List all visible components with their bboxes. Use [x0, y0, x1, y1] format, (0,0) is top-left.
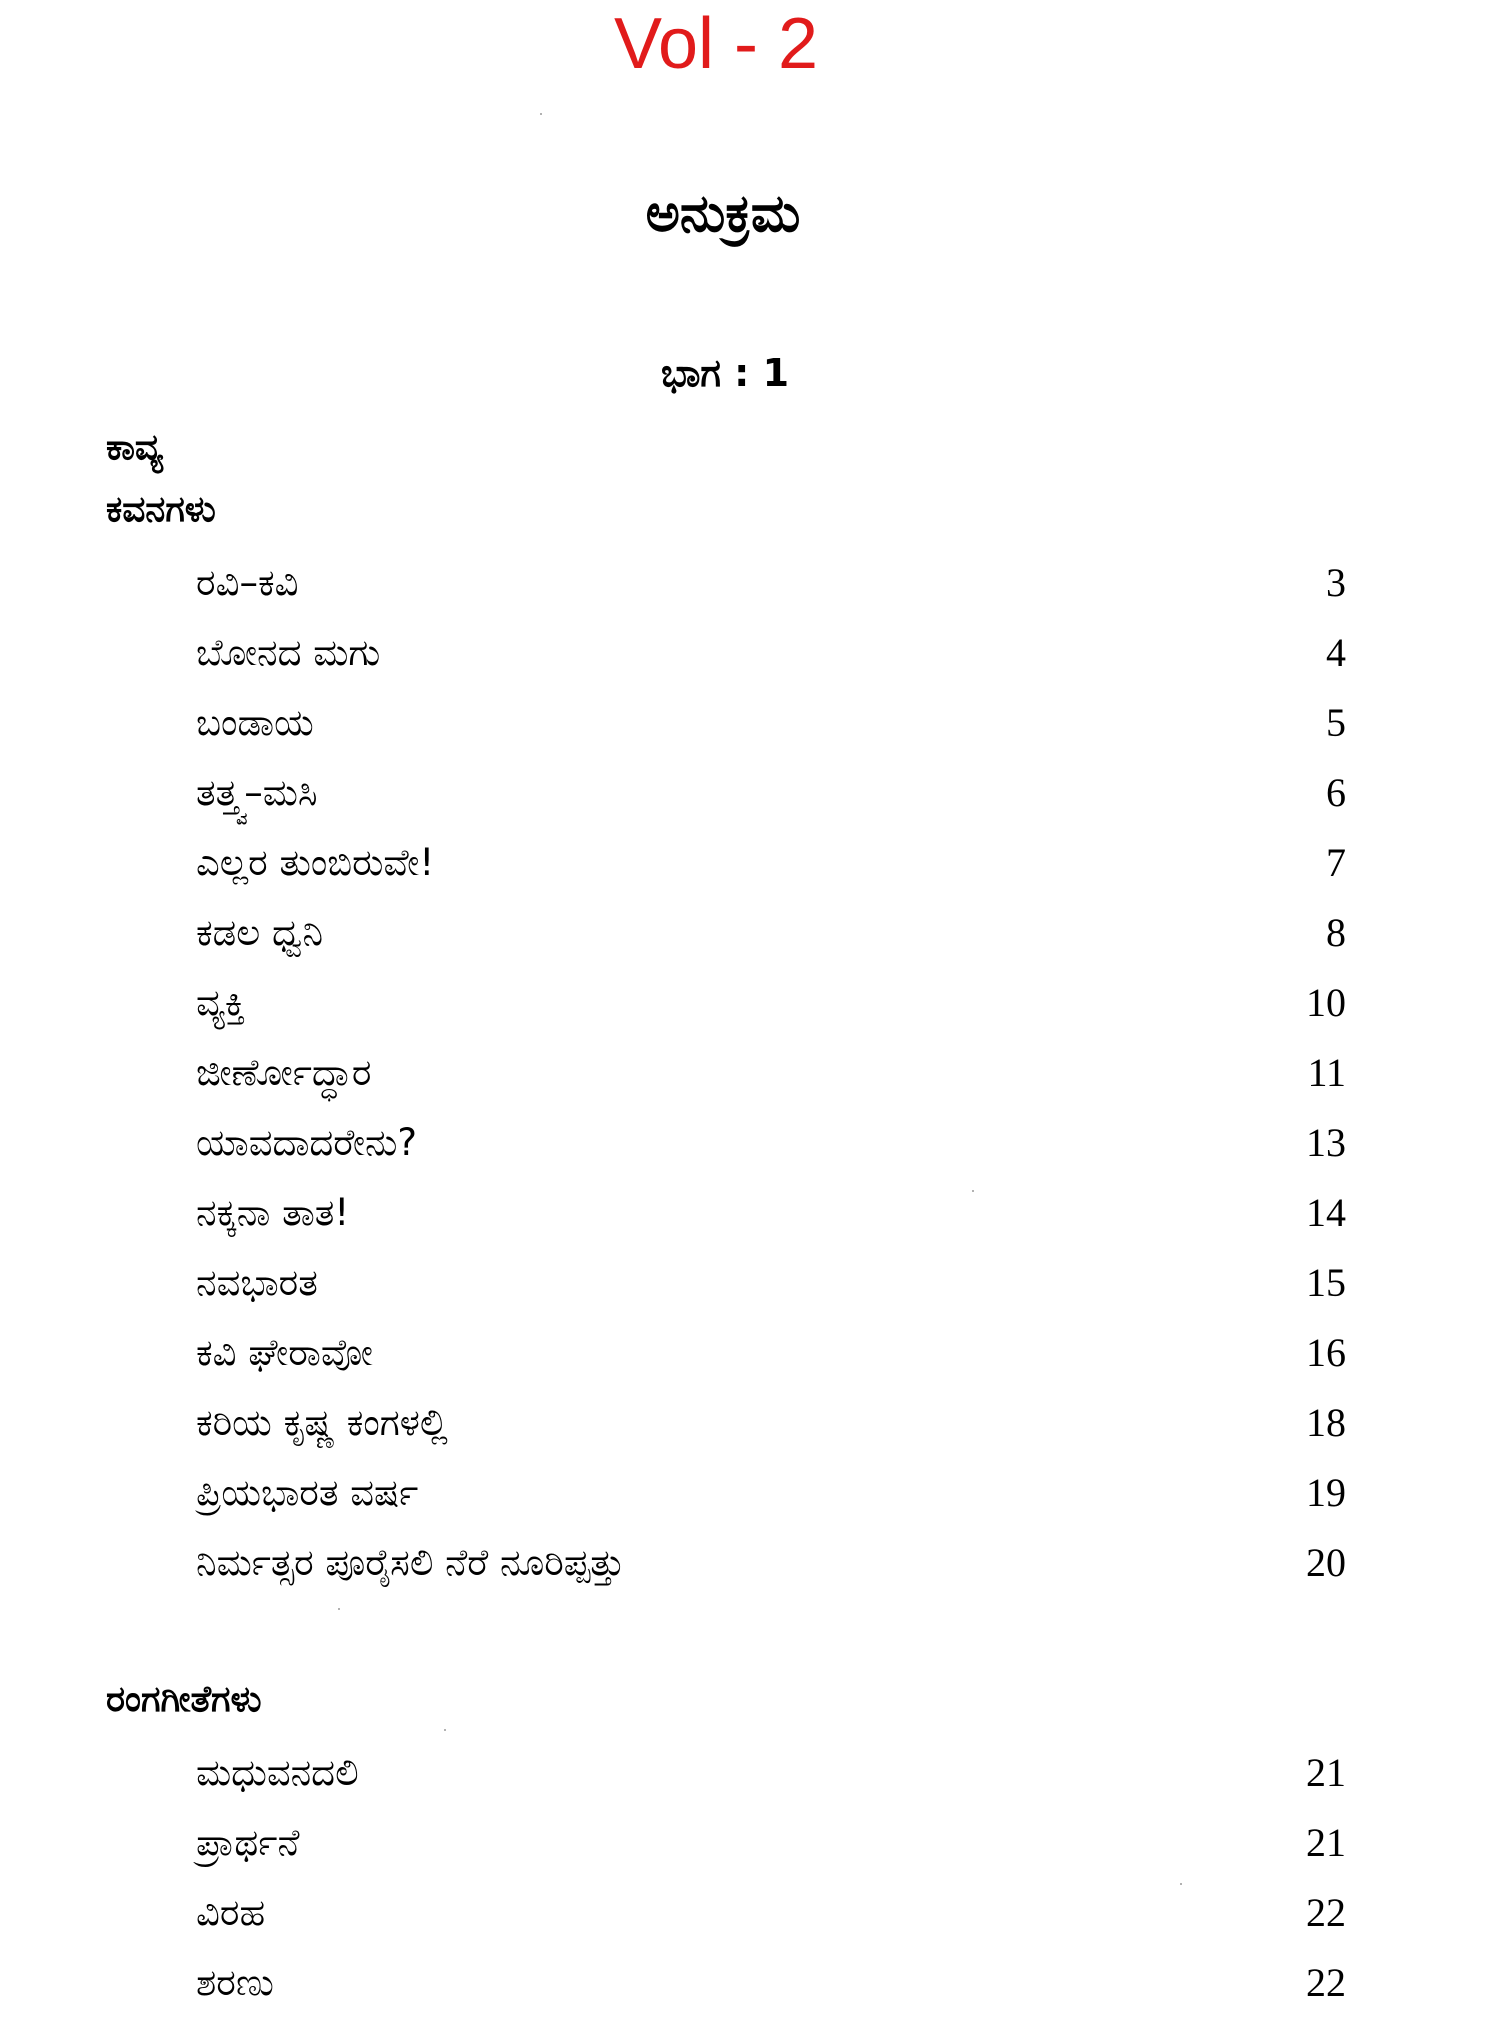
toc-entry [196, 968, 1346, 1038]
toc-entry-title: ಎಲ್ಲರ ತುಂಬಿರುವೇ! [196, 841, 435, 884]
toc-entry-page: 5 [1326, 700, 1346, 745]
toc-entry-page: 13 [1306, 1120, 1346, 1165]
toc-entry-title: ಕರಿಯ ಕೃಷ್ಣ ಕಂಗಳಲ್ಲಿ [196, 1401, 448, 1444]
toc-entry-title: ಪ್ರಿಯಭಾರತ ವರ್ಷ [196, 1471, 419, 1514]
toc-entry-page: 7 [1326, 840, 1346, 885]
toc-entry [196, 618, 1346, 688]
toc-entry-page: 11 [1307, 1050, 1346, 1095]
toc-entry-title: ಬೋನದ ಮಗು [196, 631, 381, 674]
section-heading-stage-songs: ರಂಗಗೀತೆಗಳು [106, 1679, 262, 1720]
toc-entry [196, 688, 1346, 758]
toc-entry-page: 10 [1306, 980, 1346, 1025]
toc-entry-page: 15 [1306, 1260, 1346, 1305]
toc-entry [196, 828, 1346, 898]
toc-entry-title: ವ್ಯಕ್ತಿ [196, 981, 246, 1024]
toc-entry [196, 1948, 1346, 2018]
scan-speck [338, 1608, 340, 1610]
toc-entry-page: 22 [1306, 1890, 1346, 1935]
scan-speck [540, 113, 542, 115]
toc-entry-page: 4 [1326, 630, 1346, 675]
scan-speck [972, 1190, 974, 1192]
toc-entry-title: ಕಡಲ ಧ್ವನಿ [196, 911, 324, 954]
toc-entry [196, 1808, 1346, 1878]
scan-speck [444, 1729, 446, 1731]
toc-entry-title: ರವಿ–ಕವಿ [196, 561, 299, 604]
toc-entry [196, 1038, 1346, 1108]
toc-entry-page: 21 [1306, 1820, 1346, 1865]
toc-entry-title: ಶರಣು [196, 1961, 274, 2004]
toc-entry [196, 898, 1346, 968]
toc-entry [196, 1458, 1346, 1528]
toc-entry-title: ವಿರಹ [196, 1891, 266, 1934]
toc-entry-title: ನಕ್ಕನಾ ತಾತ! [196, 1191, 350, 1234]
toc-entry-page: 20 [1306, 1540, 1346, 1585]
toc-entry-page: 3 [1326, 560, 1346, 605]
toc-entry [196, 1318, 1346, 1388]
toc-entry [196, 1248, 1346, 1318]
toc-entry-page: 6 [1326, 770, 1346, 815]
toc-entry-page: 14 [1306, 1190, 1346, 1235]
toc-list-poems [196, 548, 1346, 1598]
toc-entry [196, 1528, 1346, 1598]
toc-list-stage-songs [196, 1738, 1346, 2018]
toc-entry [196, 1738, 1346, 1808]
section-heading-poems: ಕವನಗಳು [106, 489, 216, 530]
toc-entry-page: 18 [1306, 1400, 1346, 1445]
toc-entry [196, 1108, 1346, 1178]
toc-entry-title: ನವಭಾರತ [196, 1261, 318, 1304]
toc-entry-title: ಜೀರ್ಣೋದ್ಧಾರ [196, 1051, 372, 1094]
part-title: ಭಾಗ : 1 [660, 351, 790, 395]
toc-entry-page: 16 [1306, 1330, 1346, 1375]
toc-entry-title: ಪ್ರಾರ್ಥನೆ [196, 1821, 300, 1864]
toc-entry-title: ನಿರ್ಮತ್ಸರ ಪೂರೈಸಲಿ ನೆರೆ ನೂರಿಪ್ಪತ್ತು [196, 1541, 625, 1584]
toc-entry-title: ಬಂಡಾಯ [196, 701, 314, 744]
toc-entry-page: 22 [1306, 1960, 1346, 2005]
toc-entry-title: ಯಾವದಾದರೇನು? [196, 1121, 417, 1164]
toc-entry-title: ಮಧುವನದಲಿ [196, 1751, 359, 1794]
toc-entry-page: 21 [1306, 1750, 1346, 1795]
category-heading: ಕಾವ್ಯ [106, 427, 163, 468]
page-title: ಅನುಕ್ರಮ [645, 184, 801, 244]
toc-entry-title: ಕವಿ ಘೇರಾವೋ [196, 1331, 373, 1374]
toc-entry [196, 1388, 1346, 1458]
toc-entry [196, 1878, 1346, 1948]
toc-entry-page: 8 [1326, 910, 1346, 955]
toc-entry-page: 19 [1306, 1470, 1346, 1515]
toc-entry [196, 1178, 1346, 1248]
toc-entry [196, 548, 1346, 618]
toc-entry [196, 758, 1346, 828]
toc-entry-title: ತತ್ತ್ವ–ಮಸಿ [196, 771, 318, 814]
volume-label: Vol - 2 [613, 4, 819, 84]
scan-speck [1180, 1883, 1182, 1885]
